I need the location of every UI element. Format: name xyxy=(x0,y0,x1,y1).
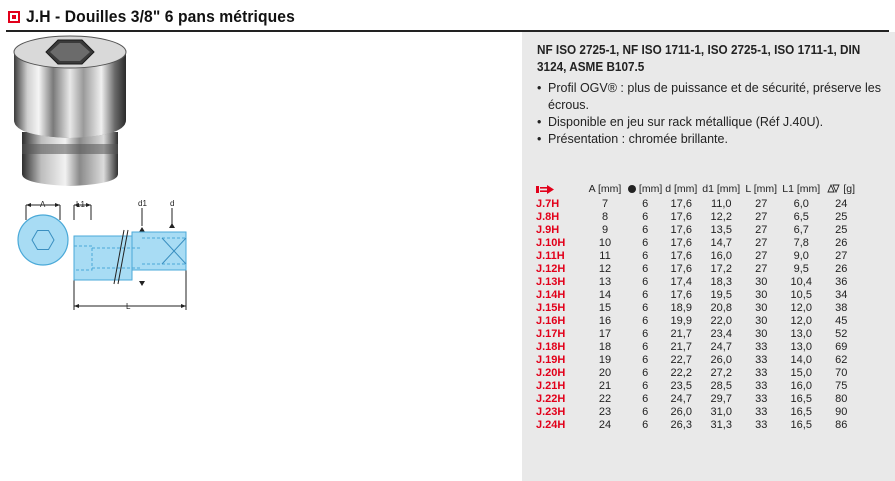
cell-l1: 16,0 xyxy=(790,380,812,392)
table-row xyxy=(536,276,860,289)
reference-arrow-icon xyxy=(536,185,554,194)
cell-w: 38 xyxy=(835,302,848,314)
cell-a: 11 xyxy=(599,250,611,262)
cell-l1: 10,4 xyxy=(790,276,812,288)
feature-list xyxy=(537,80,887,148)
cell-l1: 6,5 xyxy=(793,211,809,223)
table-row xyxy=(536,328,860,341)
cell-w: 75 xyxy=(835,380,848,392)
cell-w: 80 xyxy=(835,393,848,405)
cell-l1: 15,0 xyxy=(790,367,812,379)
cell-d1: 26,0 xyxy=(710,354,732,366)
cell-a: 8 xyxy=(601,211,609,223)
cell-l: 33 xyxy=(755,341,768,353)
cell-l1: 16,5 xyxy=(790,419,812,431)
column-header-l: L [mm] xyxy=(745,183,778,195)
cell-l1: 13,0 xyxy=(790,341,812,353)
cell-d: 17,6 xyxy=(670,224,692,236)
cell-a: 9 xyxy=(601,224,609,236)
dimension-diagram xyxy=(14,196,194,314)
cell-d: 17,4 xyxy=(670,276,692,288)
cell-l1: 10,5 xyxy=(790,289,812,301)
cell-w: 62 xyxy=(835,354,848,366)
column-header-hex-unit: [mm] xyxy=(638,183,663,195)
cell-l1: 9,0 xyxy=(793,250,809,262)
cell-a: 19 xyxy=(598,354,612,366)
table-header-row xyxy=(536,180,860,198)
cell-hex: 6 xyxy=(642,328,649,340)
table-row xyxy=(536,354,860,367)
cell-d: 17,6 xyxy=(670,211,692,223)
cell-a: 18 xyxy=(598,341,612,353)
reference-cell: J.19H xyxy=(536,354,566,366)
cell-l: 33 xyxy=(755,419,768,431)
cell-l: 30 xyxy=(755,289,768,301)
reference-cell: J.15H xyxy=(536,302,566,314)
table-row xyxy=(536,211,860,224)
column-header-l1: L1 [mm] xyxy=(782,183,821,195)
table-row xyxy=(536,367,860,380)
dimension-label-l1: L1 xyxy=(76,200,85,209)
cell-d1: 11,0 xyxy=(710,198,732,210)
cell-l: 27 xyxy=(755,263,768,275)
reference-cell: J.22H xyxy=(536,393,566,405)
cell-d: 17,6 xyxy=(670,237,692,249)
cell-hex: 6 xyxy=(642,263,649,275)
cell-d: 17,6 xyxy=(670,198,692,210)
cell-hex: 6 xyxy=(642,211,649,223)
cell-w: 27 xyxy=(835,250,848,262)
page-title: J.H - Douilles 3/8" 6 pans métriques xyxy=(26,7,295,26)
cell-w: 69 xyxy=(835,341,848,353)
cell-hex: 6 xyxy=(642,315,649,327)
cell-hex: 6 xyxy=(642,289,649,301)
cell-d: 22,2 xyxy=(670,367,692,379)
cell-w: 26 xyxy=(835,263,848,275)
spec-table xyxy=(536,180,860,432)
reference-cell: J.23H xyxy=(536,406,566,418)
reference-cell: J.21H xyxy=(536,380,566,392)
cell-a: 17 xyxy=(598,328,612,340)
cell-w: 25 xyxy=(835,211,848,223)
table-row xyxy=(536,380,860,393)
cell-l1: 7,8 xyxy=(793,237,809,249)
cell-l: 33 xyxy=(755,393,768,405)
cell-l: 33 xyxy=(755,406,768,418)
table-row xyxy=(536,263,860,276)
cell-a: 20 xyxy=(598,367,612,379)
table-row xyxy=(536,302,860,315)
cell-hex: 6 xyxy=(642,237,649,249)
reference-cell: J.12H xyxy=(536,263,566,275)
dimension-label-l: L xyxy=(126,302,131,311)
dimension-label-d1: d1 xyxy=(138,199,147,208)
dimension-label-d: d xyxy=(170,199,175,208)
cell-d1: 19,5 xyxy=(710,289,732,301)
cell-d1: 18,3 xyxy=(710,276,732,288)
cell-l1: 14,0 xyxy=(790,354,812,366)
cell-a: 23 xyxy=(598,406,612,418)
dimension-label-a: A xyxy=(40,200,46,209)
cell-d1: 29,7 xyxy=(710,393,732,405)
cell-d1: 16,0 xyxy=(710,250,732,262)
cell-a: 14 xyxy=(598,289,612,301)
weight-icon xyxy=(827,184,840,193)
feature-item: • Disponible en jeu sur rack métallique (Réf J.40U). xyxy=(537,114,887,131)
cell-l: 33 xyxy=(755,354,768,366)
cell-l: 30 xyxy=(755,328,768,340)
column-header-weight-unit: [g] xyxy=(843,183,856,195)
cell-l: 33 xyxy=(755,380,768,392)
column-header-d: d [mm] xyxy=(665,183,698,195)
feature-item: • Présentation : chromée brillante. xyxy=(537,131,887,148)
table-row xyxy=(536,198,860,211)
reference-cell: J.9H xyxy=(536,224,560,236)
cell-hex: 6 xyxy=(642,250,649,262)
cell-l1: 9,5 xyxy=(793,263,809,275)
cell-hex: 6 xyxy=(642,419,649,431)
table-row xyxy=(536,289,860,302)
cell-d1: 20,8 xyxy=(710,302,732,314)
cell-l1: 13,0 xyxy=(790,328,812,340)
cell-hex: 6 xyxy=(642,367,649,379)
socket-photo xyxy=(10,32,130,190)
cell-hex: 6 xyxy=(642,224,649,236)
cell-l: 27 xyxy=(755,211,768,223)
cell-w: 86 xyxy=(835,419,848,431)
cell-d: 23,5 xyxy=(670,380,692,392)
cell-l1: 16,5 xyxy=(790,393,812,405)
reference-cell: J.17H xyxy=(536,328,566,340)
table-row xyxy=(536,224,860,237)
cell-a: 12 xyxy=(598,263,612,275)
ref-column-header xyxy=(536,180,582,198)
cell-w: 70 xyxy=(835,367,848,379)
cell-l: 27 xyxy=(755,237,768,249)
cell-hex: 6 xyxy=(642,380,649,392)
cell-d1: 22,0 xyxy=(710,315,732,327)
reference-cell: J.10H xyxy=(536,237,566,249)
cell-l: 30 xyxy=(755,315,768,327)
cell-d: 18,9 xyxy=(670,302,692,314)
cell-d: 21,7 xyxy=(670,341,692,353)
cell-w: 45 xyxy=(835,315,848,327)
title-bar xyxy=(6,4,889,32)
cell-w: 90 xyxy=(835,406,848,418)
cell-d1: 17,2 xyxy=(710,263,732,275)
cell-a: 15 xyxy=(598,302,612,314)
cell-a: 10 xyxy=(598,237,612,249)
reference-cell: J.11H xyxy=(536,250,565,262)
cell-w: 26 xyxy=(835,237,848,249)
cell-hex: 6 xyxy=(642,354,649,366)
table-row xyxy=(536,393,860,406)
cell-d: 21,7 xyxy=(670,328,692,340)
cell-d1: 31,0 xyxy=(710,406,732,418)
cell-a: 7 xyxy=(601,198,609,210)
cell-hex: 6 xyxy=(642,406,649,418)
cell-l: 30 xyxy=(755,276,768,288)
cell-l: 27 xyxy=(755,224,768,236)
reference-cell: J.13H xyxy=(536,276,566,288)
cell-d: 17,6 xyxy=(670,263,692,275)
cell-l1: 6,0 xyxy=(793,198,809,210)
cell-d: 26,3 xyxy=(670,419,692,431)
reference-cell: J.20H xyxy=(536,367,566,379)
table-row xyxy=(536,341,860,354)
column-header-hex xyxy=(628,180,662,198)
cell-l1: 12,0 xyxy=(790,315,812,327)
standards-text: NF ISO 2725-1, NF ISO 1711-1, ISO 2725-1, ISO 1711-1, DIN 3124, ASME B107.5 xyxy=(537,43,861,74)
cell-d1: 31,3 xyxy=(710,419,732,431)
cell-hex: 6 xyxy=(642,276,649,288)
cell-d1: 13,5 xyxy=(710,224,732,236)
cell-a: 13 xyxy=(598,276,612,288)
cell-d1: 12,2 xyxy=(710,211,732,223)
cell-hex: 6 xyxy=(642,393,649,405)
cell-d: 26,0 xyxy=(670,406,692,418)
cell-w: 36 xyxy=(835,276,848,288)
cell-d: 24,7 xyxy=(670,393,692,405)
column-header-a: A [mm] xyxy=(588,183,622,195)
cell-d1: 14,7 xyxy=(710,237,732,249)
reference-cell: J.7H xyxy=(536,198,560,210)
feature-item: • Profil OGV® : plus de puissance et de sécurité, préserve les écrous. xyxy=(537,80,887,114)
cell-d: 17,6 xyxy=(670,250,692,262)
table-body xyxy=(536,198,860,432)
cell-l1: 6,7 xyxy=(793,224,809,236)
cell-hex: 6 xyxy=(642,341,649,353)
cell-l: 27 xyxy=(755,250,768,262)
cell-hex: 6 xyxy=(642,302,649,314)
cell-d: 17,6 xyxy=(670,289,692,301)
table-row xyxy=(536,419,860,432)
title-marker-icon xyxy=(8,11,20,23)
reference-cell: J.14H xyxy=(536,289,566,301)
reference-cell: J.16H xyxy=(536,315,566,327)
cell-a: 22 xyxy=(598,393,612,405)
column-header-weight xyxy=(822,180,860,198)
cell-d: 19,9 xyxy=(670,315,692,327)
cell-a: 24 xyxy=(598,419,612,431)
cell-d1: 27,2 xyxy=(710,367,732,379)
cell-l: 30 xyxy=(755,302,768,314)
cell-l1: 12,0 xyxy=(790,302,812,314)
reference-cell: J.24H xyxy=(536,419,566,431)
reference-cell: J.18H xyxy=(536,341,566,353)
table-row xyxy=(536,315,860,328)
cell-hex: 6 xyxy=(642,198,649,210)
cell-w: 34 xyxy=(835,289,848,301)
reference-cell: J.8H xyxy=(536,211,560,223)
cell-d1: 23,4 xyxy=(710,328,732,340)
table-row xyxy=(536,237,860,250)
cell-l1: 16,5 xyxy=(790,406,812,418)
hexagon-drive-icon xyxy=(628,185,636,193)
cell-l: 27 xyxy=(755,198,768,210)
cell-w: 25 xyxy=(835,224,848,236)
cell-d1: 24,7 xyxy=(710,341,732,353)
cell-a: 16 xyxy=(598,315,612,327)
cell-a: 21 xyxy=(598,380,612,392)
cell-w: 24 xyxy=(835,198,848,210)
cell-d1: 28,5 xyxy=(710,380,732,392)
cell-l: 33 xyxy=(755,367,768,379)
table-row xyxy=(536,406,860,419)
cell-d: 22,7 xyxy=(670,354,692,366)
column-header-d1: d1 [mm] xyxy=(702,183,741,195)
table-row xyxy=(536,250,860,263)
cell-w: 52 xyxy=(835,328,848,340)
